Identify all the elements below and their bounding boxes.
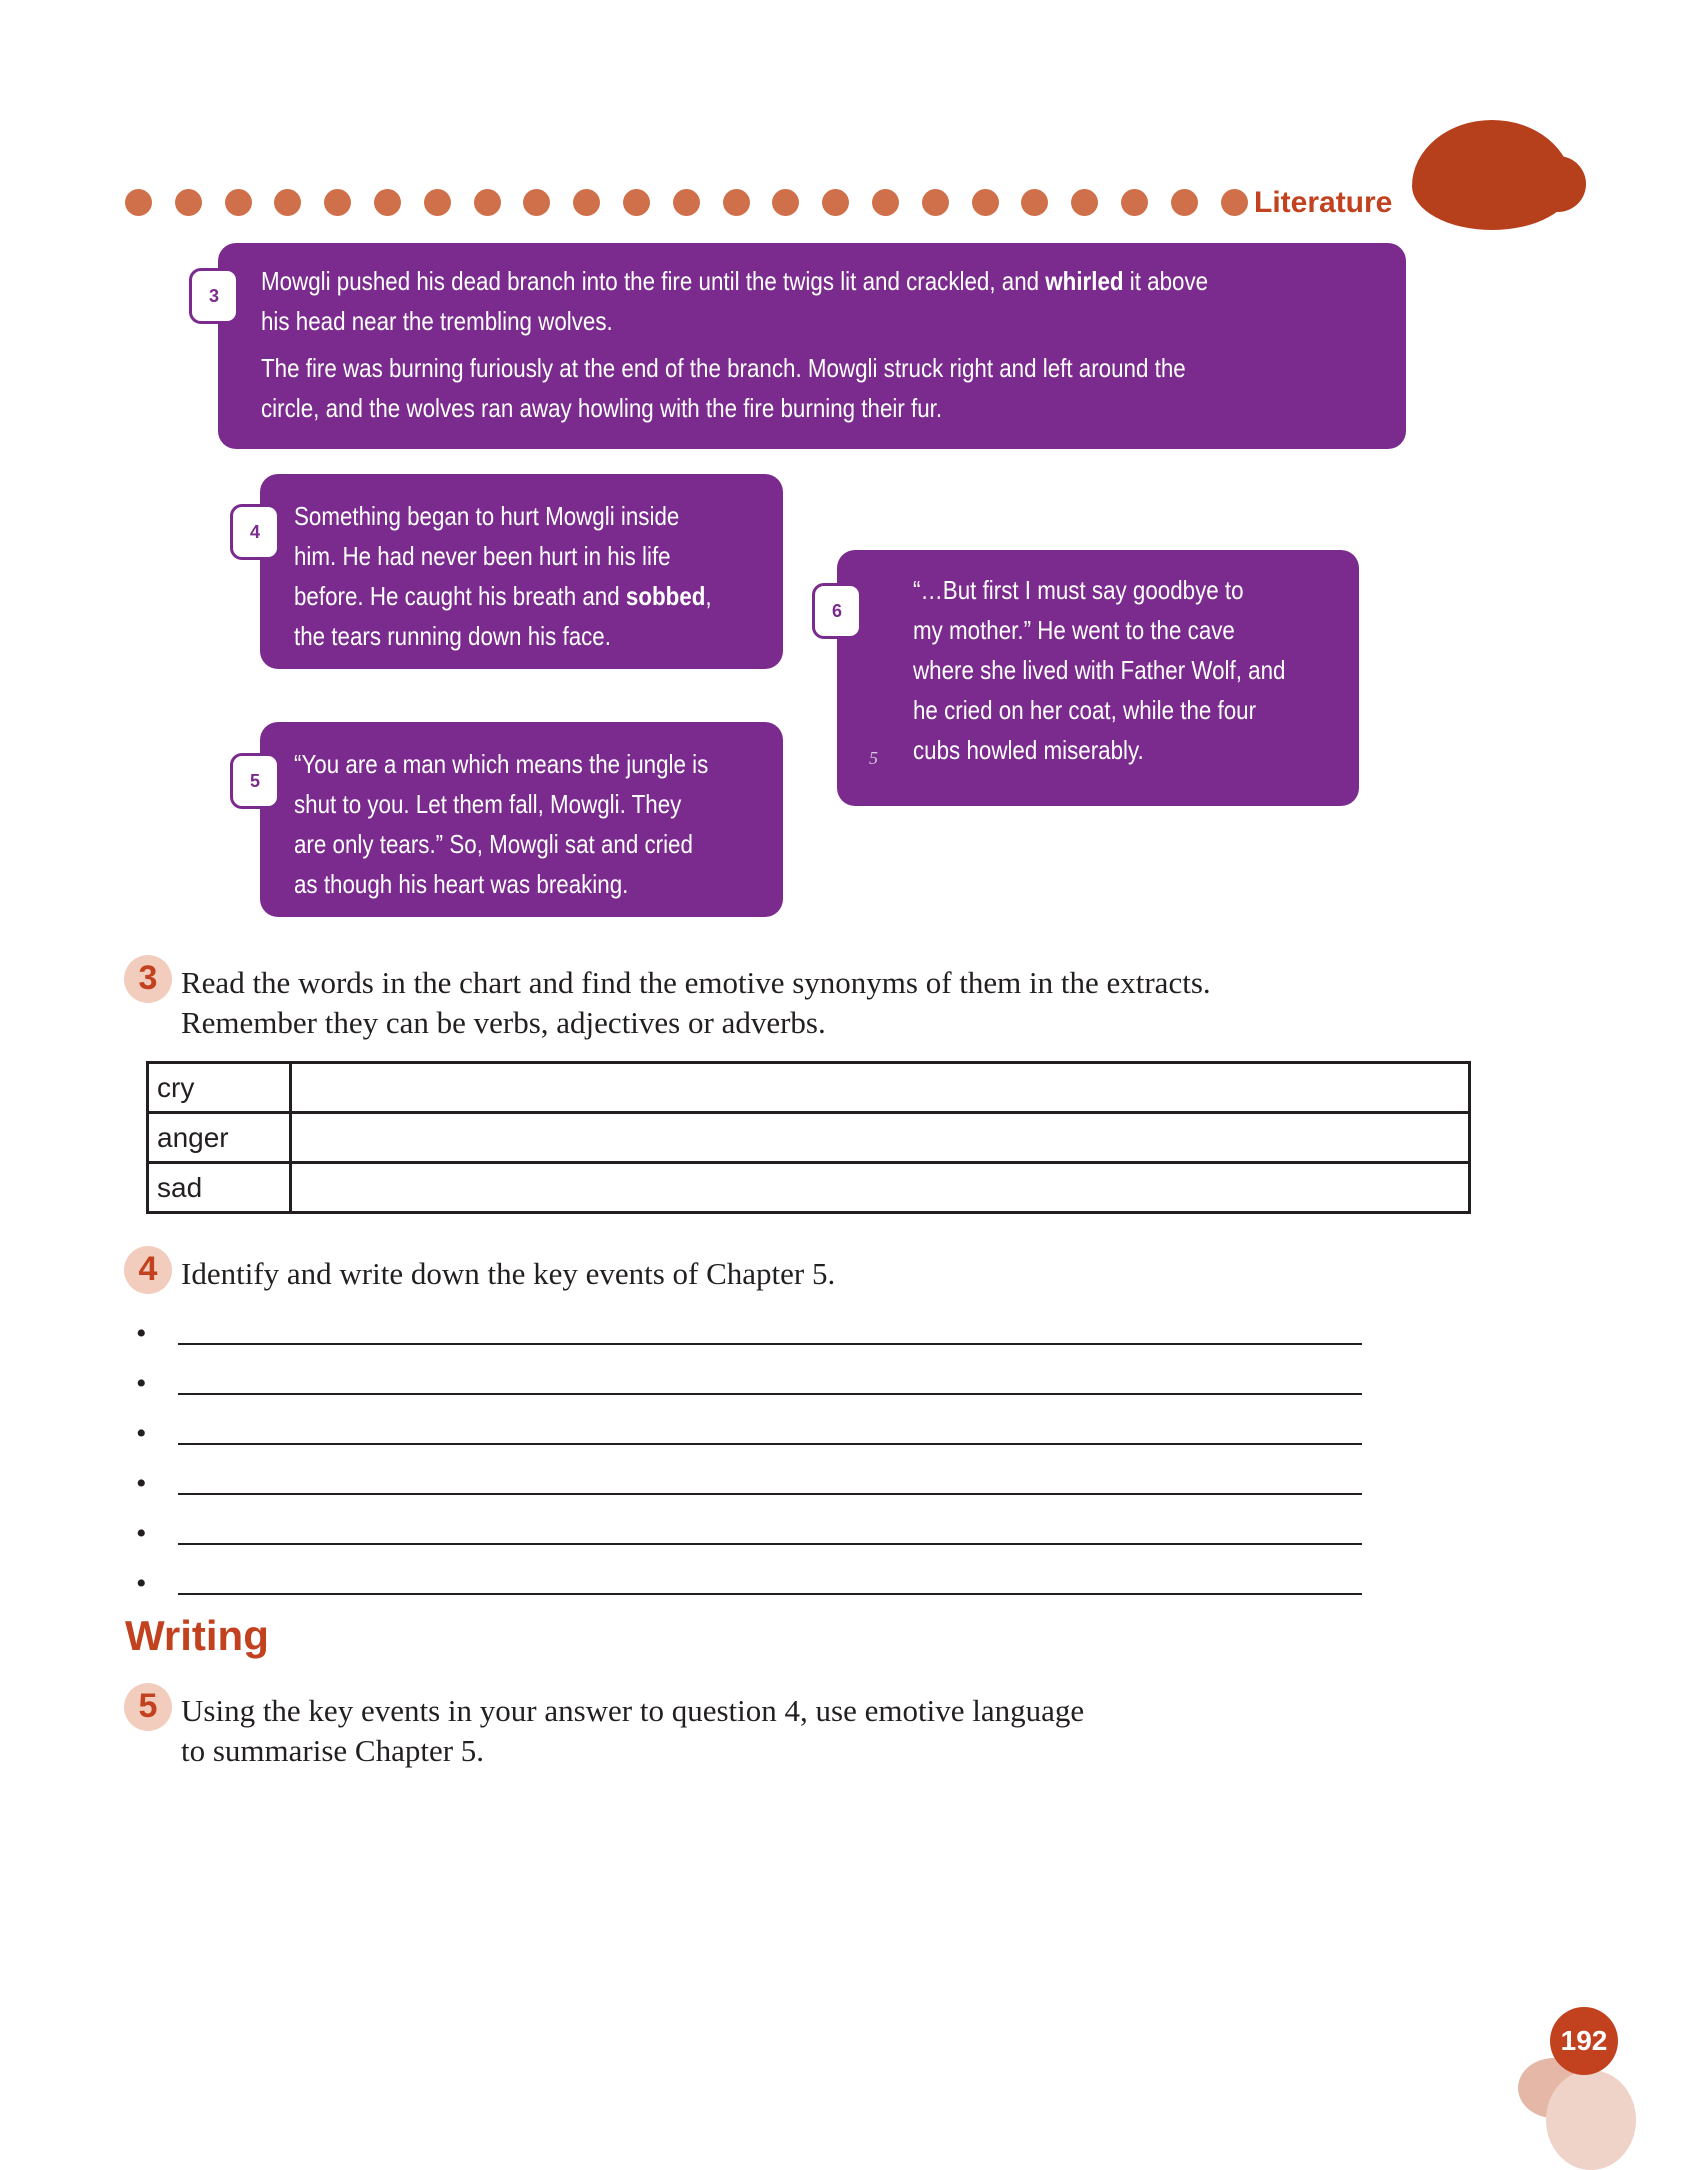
header-dot (225, 189, 252, 216)
header-dot (1221, 189, 1248, 216)
answer-rule (178, 1343, 1362, 1345)
bullet-marker: • (136, 1367, 147, 1400)
header-dot (424, 189, 451, 216)
extract-line: before. He caught his breath and sobbed, (294, 581, 712, 611)
page-number-decoration (1546, 2070, 1636, 2170)
header-dot (274, 189, 301, 216)
table-row (148, 1163, 1470, 1213)
page-number: 192 (1550, 2007, 1618, 2075)
header-dot (374, 189, 401, 216)
question-3-text (181, 963, 1211, 1043)
bullet-marker: • (136, 1417, 147, 1450)
answer-line[interactable] (136, 1517, 1366, 1550)
answer-rule (178, 1393, 1362, 1395)
extract-3 (218, 243, 1406, 449)
table-word-cell: anger (148, 1113, 291, 1163)
answer-line[interactable] (136, 1417, 1366, 1450)
header-dot (474, 189, 501, 216)
table-answer-cell[interactable] (291, 1113, 1470, 1163)
extract-line: “You are a man which means the jungle is (294, 749, 709, 779)
answer-rule (178, 1543, 1362, 1545)
section-label: Literature (1254, 186, 1393, 219)
extract-line: as though his heart was breaking. (294, 869, 629, 899)
header-dot (324, 189, 351, 216)
answer-line[interactable] (136, 1467, 1366, 1500)
answer-rule (178, 1593, 1362, 1595)
bullet-marker: • (136, 1567, 147, 1600)
table-word-cell: cry (148, 1063, 291, 1113)
extract-5 (260, 722, 783, 917)
header-dot (822, 189, 849, 216)
extract-line: his head near the trembling wolves. (261, 306, 613, 336)
table-answer-cell[interactable] (291, 1163, 1470, 1213)
header-dot (523, 189, 550, 216)
question-line: Remember they can be verbs, adjectives or adverbs. (181, 1005, 826, 1040)
extract-line: he cried on her coat, while the four (913, 695, 1257, 725)
header-dot (1121, 189, 1148, 216)
section-heading-writing: Writing (125, 1612, 269, 1659)
extract-line: circle, and the wolves ran away howling with the fire burning their fur. (261, 393, 943, 423)
extract-line: are only tears.” So, Mowgli sat and cried (294, 829, 693, 859)
question-4-text: Identify and write down the key events of Chapter 5. (181, 1256, 836, 1291)
corner-decoration-small (1530, 156, 1586, 212)
extract-6 (837, 550, 1359, 806)
extract-line: him. He had never been hurt in his life (294, 541, 671, 571)
table-word-cell: sad (148, 1163, 291, 1213)
header-dot (175, 189, 202, 216)
table-answer-cell[interactable] (291, 1063, 1470, 1113)
bullet-marker: • (136, 1317, 147, 1350)
line-number-marker: 5 (869, 748, 878, 768)
extract-4 (260, 474, 783, 669)
question-number: 4 (124, 1246, 172, 1294)
extract-number-tag: 3 (189, 268, 239, 324)
answer-rule (178, 1493, 1362, 1495)
question-line: to summarise Chapter 5. (181, 1733, 485, 1768)
extract-line: my mother.” He went to the cave (913, 615, 1235, 645)
bullet-marker: • (136, 1517, 147, 1550)
header-dot (1021, 189, 1048, 216)
extract-line: Mowgli pushed his dead branch into the fire until the twigs lit and crackled, and whirled it above (261, 266, 1209, 296)
header-dot (1071, 189, 1098, 216)
header-dot (573, 189, 600, 216)
question-line: Using the key events in your answer to question 4, use emotive language (181, 1693, 1085, 1728)
question-number: 3 (124, 955, 172, 1003)
extract-number-tag: 5 (230, 753, 280, 809)
table-row (148, 1063, 1470, 1113)
header-dot (623, 189, 650, 216)
header-dot (723, 189, 750, 216)
answer-line[interactable] (136, 1567, 1366, 1600)
header-dot (922, 189, 949, 216)
extract-line: Something began to hurt Mowgli inside (294, 501, 680, 531)
extract-number-tag: 6 (812, 583, 862, 639)
extract-line: The fire was burning furiously at the end of the branch. Mowgli struck right and left around the (261, 353, 1186, 383)
header-dot (673, 189, 700, 216)
extract-line: the tears running down his face. (294, 621, 611, 651)
header-dot (972, 189, 999, 216)
question-number: 5 (124, 1683, 172, 1731)
answer-rule (178, 1443, 1362, 1445)
synonym-table (146, 1061, 1471, 1214)
question-5-text (181, 1691, 1084, 1771)
header-dot (872, 189, 899, 216)
header-dot (125, 189, 152, 216)
table-row (148, 1113, 1470, 1163)
extract-line: shut to you. Let them fall, Mowgli. They (294, 789, 682, 819)
header-dot-row (125, 189, 1245, 219)
header-dot (772, 189, 799, 216)
bullet-marker: • (136, 1467, 147, 1500)
answer-line[interactable] (136, 1317, 1366, 1350)
header-dot (1171, 189, 1198, 216)
extract-line: where she lived with Father Wolf, and (913, 655, 1286, 685)
extract-line: cubs howled miserably. (913, 735, 1144, 765)
question-line: Read the words in the chart and find the emotive synonyms of them in the extracts. (181, 965, 1211, 1000)
extract-number-tag: 4 (230, 504, 280, 560)
answer-line[interactable] (136, 1367, 1366, 1400)
extract-line: “…But first I must say goodbye to (913, 575, 1244, 605)
